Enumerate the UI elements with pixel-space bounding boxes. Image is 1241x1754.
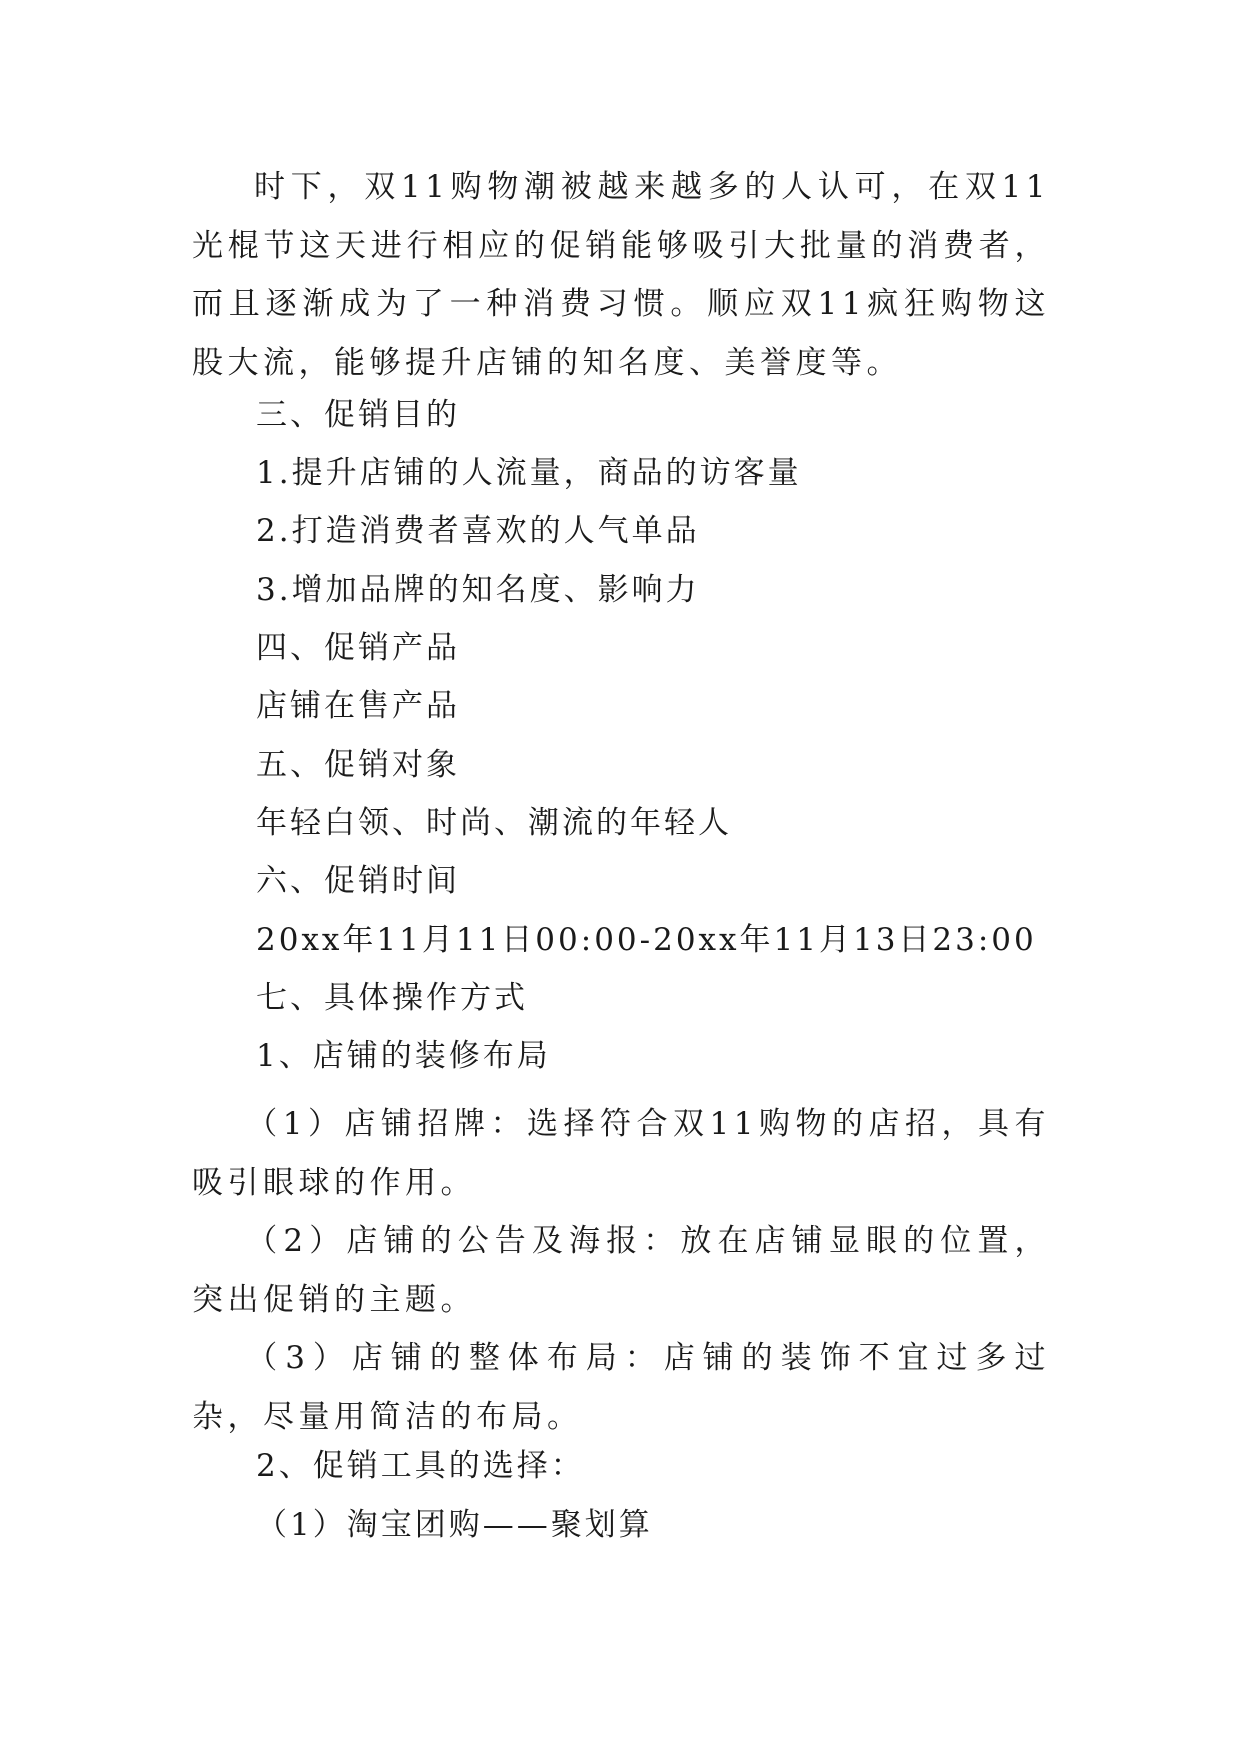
section-heading-products: 四、促销产品 [256,630,460,666]
op1-item-1: （1）店铺招牌：选择符合双11购物的店招，具有吸引眼球的作用。 [192,1106,1050,1201]
section-heading-operations: 七、具体操作方式 [256,980,528,1016]
goal-item-1: 1.提升店铺的人流量，商品的访客量 [256,455,802,491]
products-text: 店铺在售产品 [256,688,460,724]
section-heading-goals: 三、促销目的 [256,397,460,433]
op2-item-1: （1）淘宝团购——聚划算 [256,1507,653,1543]
op1-item-2: （2）店铺的公告及海报：放在店铺显眼的位置，突出促销的主题。 [192,1223,1050,1318]
time-range-text: 20xx年11月11日00:00-20xx年11月13日23:00 [256,922,1037,958]
op1-heading: 1、店铺的装修布局 [256,1038,551,1074]
goal-item-3: 3.增加品牌的知名度、影响力 [256,572,700,608]
intro-paragraph: 时下，双11购物潮被越来越多的人认可，在双11光棍节这天进行相应的促销能够吸引大批量的消费者，而且逐渐成为了一种消费习惯。顺应双11疯狂购物这股大流，能够提升店铺的知名度、美誉度等。 [192,169,1050,381]
op1-item-3: （3）店铺的整体布局：店铺的装饰不宜过多过杂，尽量用简洁的布局。 [192,1340,1050,1435]
audience-text: 年轻白领、时尚、潮流的年轻人 [256,805,732,841]
op2-heading: 2、促销工具的选择： [256,1448,585,1484]
section-heading-time: 六、促销时间 [256,863,460,899]
goal-item-2: 2.打造消费者喜欢的人气单品 [256,513,700,549]
section-heading-audience: 五、促销对象 [256,747,460,783]
